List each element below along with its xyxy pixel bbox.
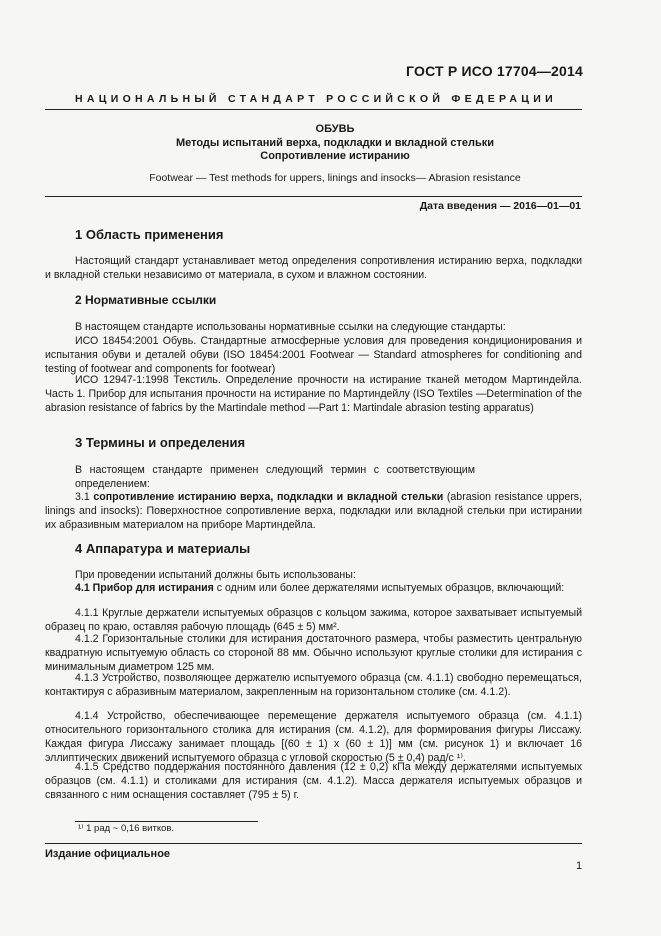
header-rule	[45, 109, 582, 110]
term-number: 3.1	[75, 491, 94, 503]
reference-iso-18454: ИСО 18454:2001 Обувь. Стандартные атмосферные условия для проведения кондиционирования и испытания обуви и деталей обуви (ISO 18454:2001 Footwear — Standard atmospheres for conditioning and testing of footwear and components for footwear)	[45, 335, 582, 375]
clause-4-1-2: 4.1.2 Горизонтальные столики для истирания достаточного размера, чтобы разместить центральную квадратную испытуемую область со стороной 88 мм. Обычно используют круглые столики для истирания с минимальным диаметром 125 мм.	[45, 633, 582, 673]
effective-date: Дата введения — 2016—01—01	[419, 200, 581, 212]
title-line-3: Сопротивление истиранию	[260, 150, 410, 162]
title-line-1: ОБУВЬ	[315, 123, 355, 135]
page-number: 1	[576, 860, 583, 872]
section-3-heading: 3 Термины и определения	[75, 435, 246, 450]
title-rule	[45, 196, 582, 197]
official-edition-label: Издание официальное	[45, 848, 171, 860]
clause-4-1-1: 4.1.1 Круглые держатели испытуемых образцов с кольцом зажима, которое захватывает испытуемый образец по краю, оставляя рабочую площадь (645 ± 5) мм².	[45, 607, 582, 633]
english-title: Footwear — Test methods for uppers, linings and insocks— Abrasion resistance	[149, 172, 521, 184]
national-standard-banner: НАЦИОНАЛЬНЫЙ СТАНДАРТ РОССИЙСКОЙ ФЕДЕРАЦИИ	[75, 93, 557, 105]
footnote: ¹⁾ 1 рад ~ 0,16 витков.	[78, 823, 175, 834]
clause-4-1-3: 4.1.3 Устройство, позволяющее держателю испытуемого образца (см. 4.1.1) свободно перемещаться, контактируя с абразивным материалом, закрепленным на горизонтальном столике (см. 4.1.2).	[45, 672, 582, 698]
section-1-heading: 1 Область применения	[75, 227, 224, 242]
section-4-heading: 4 Аппаратура и материалы	[75, 541, 251, 556]
title-line-2: Методы испытаний верха, подкладки и вкладной стельки	[175, 137, 495, 149]
clause-4-1	[45, 581, 582, 595]
standard-code: ГОСТ Р ИСО 17704—2014	[406, 63, 583, 79]
footnote-rule	[75, 821, 258, 822]
clause-4-1-5: 4.1.5 Средство поддержания постоянного давления (12 ± 0,2) кПа между держателями испытуемых образцов (см. 4.1.1) и столиками для истирания (см. 4.1.2). Масса держателя испытуемых образцов и связанного с ним оснащения составляет (795 ± 5) г.	[45, 761, 582, 801]
reference-iso-12947: ИСО 12947-1:1998 Текстиль. Определение прочности на истирание тканей методом Мартиндейла. Часть 1. Прибор для испытания прочности на истирание по Мартиндейлу (ISO Textiles —Determination of the abrasion resistance of fabrics by the Martindale method —Part 1: Martindale abrasion testing apparatus)	[45, 374, 582, 414]
section-2-intro: В настоящем стандарте использованы нормативные ссылки на следующие стандарты:	[75, 321, 506, 333]
section-1-text: Настоящий стандарт устанавливает метод определения сопротивления истиранию верха, подкладки и вкладной стельки независимо от материала, в сухом и влажном состоянии.	[45, 255, 582, 281]
footer-rule	[45, 843, 582, 844]
section-3-intro: В настоящем стандарте применен следующий термин с соответствующим определением:	[75, 464, 475, 490]
clause-4-1-label: 4.1 Прибор для истирания	[75, 582, 214, 594]
term-name: сопротивление истиранию верха, подкладки и вкладной стельки	[93, 491, 444, 503]
term-text: (abrasion resistance uppers, linings and insocks): Поверхностное сопротивление верха, подкладки или вкладной стельки при истирании их абразивным материалом на приборе Мартиндейла.	[45, 491, 583, 531]
section-2-heading: 2 Нормативные ссылки	[75, 293, 217, 307]
clause-4-1-4: 4.1.4 Устройство, обеспечивающее перемещение держателя испытуемого образца (см. 4.1.1) относительного горизонтального столика для истирания (см. 4.1.2), для формирования фигуры Лиссажу. Каждая фигура Лиссажу занимает площадь [(60 ± 1) х (60 ± 1)] мм (см. рисунок 1) и включает 16 эллиптических движений испытуемого образца с угловой скоростью (5 ± 0,4) рад/с ¹⁾.	[45, 710, 582, 764]
term-definition	[45, 490, 582, 532]
section-4-intro: При проведении испытаний должны быть использованы:	[75, 569, 356, 581]
clause-4-1-text: с одним или более держателями испытуемых образцов, включающий:	[213, 582, 565, 594]
